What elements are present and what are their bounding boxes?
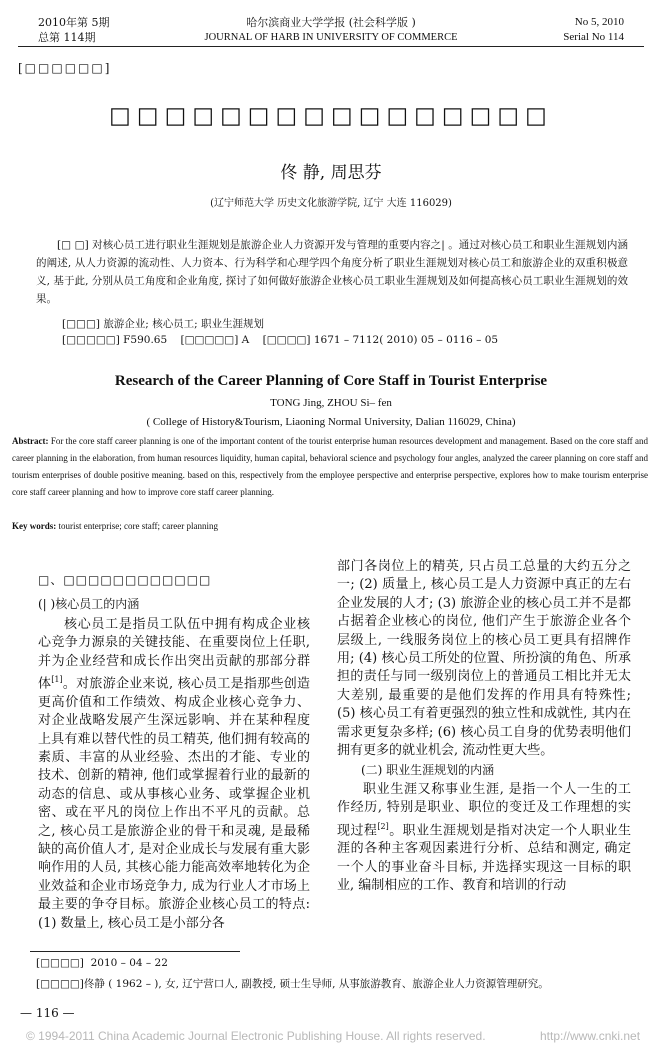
serial-no: Serial No 114	[563, 31, 624, 43]
clc-value: F590.65	[123, 334, 168, 346]
keywords-cn	[62, 316, 264, 331]
core-staff-text-cont: 。对旅游企业来说, 核心员工是指那些创造更高价值和工作绩效、构成企业核心竞争力、对企业战略发展产生深远影响、并在某种程度上具有难以替代性的员工精英, 他们拥有较高的素质、丰富的从业经验、杰出的才能、专业的技术、创新的精神, 他们或掌握着行业的最新的动态的信息、或从事核心业务、或掌握企业机密、或在平凡的岗位上作出不平凡的贡献。总之, 核心员工是旅游企业的骨干和灵魂, 是最稀缺的高价值人才, 是对企业成长与发展有重大影响作用的人员, 其核心能力能高效率地转化为企业效益和企业市场竞争力, 成为行业人才市场上最主要的争夺目标。旅游企业核心员工的特点: (1) 数量上, 核心员工是小部分各	[38, 676, 310, 931]
issue-no: No 5, 2010	[574, 16, 624, 28]
keywords-en	[12, 518, 648, 535]
clc-label: [□□□□□]	[62, 334, 120, 346]
core-staff-text: 核心员工是指员工队伍中拥有构成企业核心竞争力源泉的关键技能、在重要岗位上任职, 并为企业经营和成长作出突出贡献的那部分群体	[38, 616, 310, 692]
subsection-2-heading: (二) 职业生涯规划的内涵	[361, 763, 495, 778]
career-planning-text-cont: 。职业生涯规划是指对决定一个人职业生涯的各种主客观因素进行分析、总结和测定, 确定一个人的事业奋斗目标, 并选择实现这一目标的职业, 编制相应的工作、教育和培训的行动	[337, 823, 631, 894]
body-right-column	[337, 558, 631, 896]
section-label: [□□□□□□]	[18, 61, 112, 75]
doc-code-label: [□□□□□]	[180, 334, 239, 346]
section-1-heading: □、□□□□□□□□□□□□	[38, 573, 212, 587]
affiliation-cn: (辽宁师范大学 历史文化旅游学院, 辽宁 大连 116029)	[210, 198, 452, 209]
abstract-cn-text: 对核心员工进行职业生涯规划是旅游企业人力资源开发与管理的重要内容之| 。通过对核心员工和职业生涯规划内涵的阐述, 从人力资源的流动性、人力资本、行为科学和心理学四个角度分析了职业生涯规划对核心员工和旅游企业的双重积极意义, 基于此, 分别从员工角度和企业角度, 探讨了如何做好旅游企业核心员工职业生涯规划及如何提高核心员工职业生涯规划的效果。	[36, 239, 629, 305]
subsection-1-heading: (| )核心员工的内涵	[38, 597, 140, 612]
page-number: — 116 —	[20, 1006, 75, 1020]
core-staff-features-paragraph: 部门各岗位上的精英, 只占员工总量的大约五分之一; (2) 质量上, 核心员工是人力资源中真正的左右企业发展的人才; (3) 旅游企业的核心员工并不是都占据着企业核心的岗位, 他们产生于旅游企业各个层级上, 一线服务岗位上的核心员工更具有招牌作用; (4) 核心员工所处的位置、所扮演的角色、所承担的责任与同一级别岗位上的普通员工相比并无太大差别, 最重要的是他们发挥的作用具有特殊性; (5) 核心员工有着更强烈的独立性和成就性, 其内在需求更复杂多样; (6) 核心员工自身的优势表明他们拥有更多的就业机会, 流动性更大些。	[337, 559, 631, 759]
career-planning-text: 职业生涯又称事业生涯, 是指一个人一生的工作经历, 特别是职业、职位的变迁及工作理想的实现过程	[337, 781, 631, 839]
article-title-en: Research of the Career Planning of Core Staff in Tourist Enterprise	[114, 373, 548, 389]
copyright-footer: © 1994-2011 China Academic Journal Electronic Publishing House. All rights reserved.	[26, 1029, 486, 1043]
journal-name-cn: 哈尔滨商业大学学报 (社会科学版 )	[246, 16, 416, 29]
citation-1: [1]	[51, 675, 63, 685]
citation-2: [2]	[377, 821, 389, 831]
abstract-cn	[36, 236, 628, 308]
article-no-label: [□□□□]	[262, 334, 311, 346]
abstract-en-text: For the core staff career planning is one of the important content of the tourist enterprise human resources development and management. Based on the core staff and career planning in the elaboration, from human resources liquidity, human capital, behavioral science and psychology four angles, analyzed the career planning on core staff and tourism enterprises of double positive meaning. based on this, respectively from the employee perspective and enterprise perspective, explores how to make tourism enterprise core staff career planning and how to improve core staff career planning.	[12, 436, 649, 497]
received-date	[36, 957, 168, 969]
keywords-en-text: tourist enterprise; core staff; career planning	[58, 521, 219, 531]
received-label: [□□□□]	[36, 957, 84, 969]
body-left-column	[38, 571, 310, 933]
bio-label: [□□□□]	[36, 978, 84, 990]
affiliation-en: ( College of History&Tourism, Liaoning Normal University, Dalian 116029, China)	[146, 416, 516, 428]
header-rule	[18, 46, 644, 47]
author-bio	[36, 976, 549, 991]
doc-code-value: A	[241, 334, 250, 346]
keywords-cn-label: [□□□]	[62, 318, 100, 330]
bio-value: 佟静 ( 1962 – ), 女, 辽宁营口人, 副教授, 硕士生导师, 从事旅游教育、旅游企业人力资源管理研究。	[83, 978, 549, 990]
journal-issue: 2010年第 5期	[38, 16, 110, 29]
cnki-link[interactable]: http://www.cnki.net	[540, 1029, 641, 1043]
keywords-en-label: Key words:	[12, 521, 57, 531]
authors-en: TONG Jing, ZHOU Si– fen	[270, 397, 392, 409]
footnote-rule	[30, 951, 240, 952]
core-staff-paragraph	[38, 616, 310, 933]
career-planning-paragraph	[337, 781, 631, 896]
authors-cn: 佟 静, 周思芬	[280, 163, 382, 183]
journal-name-en: JOURNAL OF HARB IN UNIVERSITY OF COMMERCE	[204, 32, 458, 43]
keywords-cn-text: 旅游企业; 核心员工; 职业生涯规划	[103, 318, 265, 330]
received-value: 2010 – 04 – 22	[90, 957, 168, 969]
abstract-en	[12, 433, 648, 501]
abstract-en-label: Abstract:	[12, 436, 49, 446]
abstract-cn-label: [□ □]	[57, 239, 89, 251]
journal-total-issue: 总第 114期	[38, 31, 96, 44]
article-no-value: 1671 – 7112( 2010) 05 – 0116 – 05	[313, 334, 499, 346]
classification-line	[62, 334, 498, 346]
article-title-cn: □□□□□□□□□□□□□□□□	[109, 103, 553, 129]
